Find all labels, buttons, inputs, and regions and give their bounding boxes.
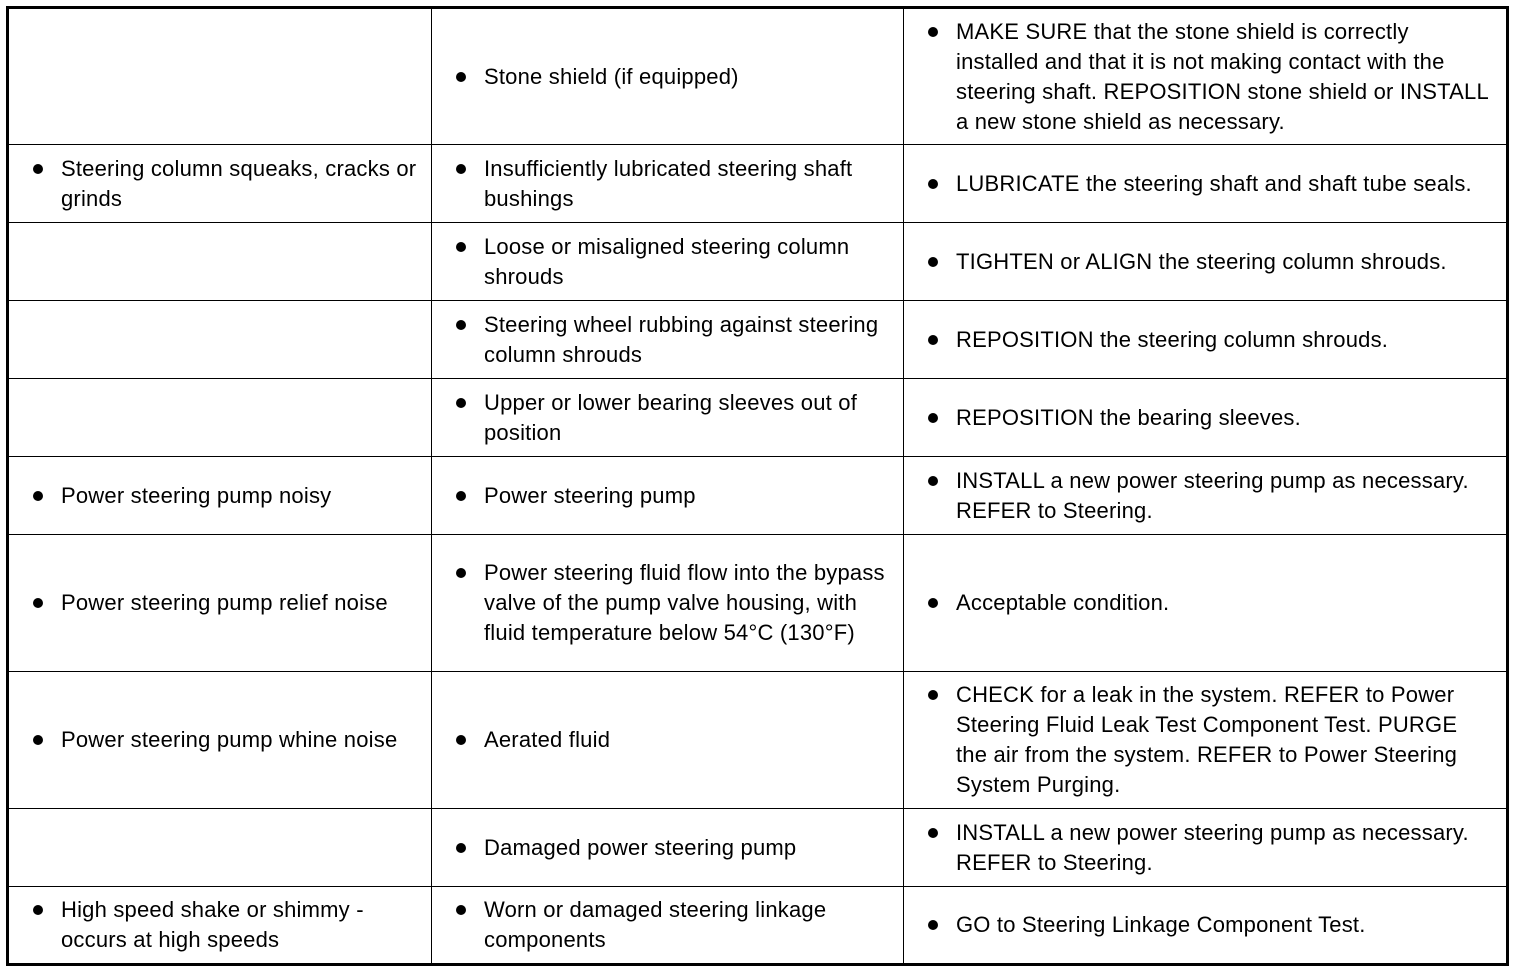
- cause-text: Insufficiently lubricated steering shaft bushings: [484, 155, 853, 211]
- action-cell: [904, 809, 1508, 887]
- bullet-icon: [928, 476, 938, 486]
- condition-cell: [8, 809, 432, 887]
- condition-text: Steering column squeaks, cracks or grinds: [61, 155, 417, 211]
- cause-cell: [432, 457, 904, 535]
- bullet-icon: [33, 905, 43, 915]
- cause-cell: [432, 145, 904, 223]
- condition-cell: [8, 301, 432, 379]
- cause-text: Worn or damaged steering linkage components: [484, 897, 827, 952]
- condition-text: Power steering pump relief noise: [61, 590, 388, 615]
- cause-text: Power steering fluid flow into the bypass valve of the pump valve housing, with fluid temperature below 54°C (130°F): [484, 560, 885, 645]
- action-text: GO to Steering Linkage Component Test.: [956, 912, 1366, 937]
- action-cell: [904, 301, 1508, 379]
- action-cell: [904, 379, 1508, 457]
- table-row: [8, 535, 1508, 672]
- bullet-icon: [456, 398, 466, 408]
- cause-cell: [432, 809, 904, 887]
- bullet-icon: [928, 828, 938, 838]
- cause-cell: [432, 887, 904, 965]
- action-text: TIGHTEN or ALIGN the steering column shrouds.: [956, 248, 1447, 274]
- cause-cell: [432, 301, 904, 379]
- table-row: [8, 672, 1508, 809]
- bullet-icon: [456, 320, 466, 330]
- action-cell: [904, 887, 1508, 965]
- bullet-icon: [928, 690, 938, 700]
- bullet-icon: [928, 257, 938, 267]
- bullet-icon: [928, 920, 938, 930]
- cause-text: Aerated fluid: [484, 727, 611, 752]
- bullet-icon: [456, 242, 466, 252]
- condition-cell: [8, 379, 432, 457]
- action-text: INSTALL a new power steering pump as necessary. REFER to Steering.: [956, 467, 1469, 523]
- bullet-icon: [33, 491, 43, 501]
- bullet-icon: [456, 164, 466, 174]
- bullet-icon: [928, 27, 938, 37]
- action-text: LUBRICATE the steering shaft and shaft tube seals.: [956, 170, 1472, 196]
- action-text: MAKE SURE that the stone shield is correctly installed and that it is not making contact with the steering shaft. REPOSITION stone shield or INSTALL a new stone shield as necessary.: [956, 18, 1489, 134]
- action-cell: [904, 457, 1508, 535]
- condition-text: High speed shake or shimmy - occurs at high speeds: [61, 897, 364, 952]
- cause-cell: [432, 535, 904, 672]
- bullet-icon: [33, 164, 43, 174]
- bullet-icon: [33, 735, 43, 745]
- cause-text: Upper or lower bearing sleeves out of position: [484, 389, 858, 445]
- bullet-icon: [456, 491, 466, 501]
- action-text: REPOSITION the steering column shrouds.: [956, 326, 1389, 352]
- action-text: INSTALL a new power steering pump as necessary. REFER to Steering.: [956, 819, 1469, 875]
- condition-text: Power steering pump whine noise: [61, 727, 398, 752]
- bullet-icon: [928, 598, 938, 608]
- table-row: [8, 145, 1508, 223]
- cause-cell: [432, 379, 904, 457]
- action-cell: [904, 145, 1508, 223]
- bullet-icon: [456, 905, 466, 915]
- condition-cell: [8, 145, 432, 223]
- cause-cell: [432, 672, 904, 809]
- table-row: [8, 301, 1508, 379]
- diagnosis-table: [6, 6, 1509, 966]
- action-cell: [904, 8, 1508, 145]
- condition-text: Power steering pump noisy: [61, 482, 332, 508]
- bullet-icon: [456, 843, 466, 853]
- bullet-icon: [456, 568, 466, 578]
- condition-cell: [8, 887, 432, 965]
- action-cell: [904, 535, 1508, 672]
- condition-cell: [8, 8, 432, 145]
- cause-text: Power steering pump: [484, 482, 696, 508]
- action-cell: [904, 672, 1508, 809]
- action-text: CHECK for a leak in the system. REFER to Power Steering Fluid Leak Test Component Test. PURGE the air from the system. REFER to Power Steering System Purging.: [956, 682, 1458, 797]
- table-row: [8, 887, 1508, 965]
- table-row: [8, 809, 1508, 887]
- action-cell: [904, 223, 1508, 301]
- bullet-icon: [33, 598, 43, 608]
- table-row: [8, 223, 1508, 301]
- condition-cell: [8, 535, 432, 672]
- condition-cell: [8, 223, 432, 301]
- condition-cell: [8, 672, 432, 809]
- bullet-icon: [456, 735, 466, 745]
- bullet-icon: [928, 335, 938, 345]
- bullet-icon: [928, 179, 938, 189]
- action-text: Acceptable condition.: [956, 590, 1170, 615]
- condition-cell: [8, 457, 432, 535]
- cause-text: Steering wheel rubbing against steering column shrouds: [484, 311, 879, 367]
- bullet-icon: [456, 72, 466, 82]
- cause-cell: [432, 8, 904, 145]
- action-text: REPOSITION the bearing sleeves.: [956, 404, 1301, 430]
- cause-cell: [432, 223, 904, 301]
- table-row: [8, 8, 1508, 145]
- table-row: [8, 457, 1508, 535]
- cause-text: Stone shield (if equipped): [484, 63, 739, 89]
- table-row: [8, 379, 1508, 457]
- bullet-icon: [928, 413, 938, 423]
- cause-text: Loose or misaligned steering column shrouds: [484, 233, 850, 289]
- cause-text: Damaged power steering pump: [484, 834, 797, 860]
